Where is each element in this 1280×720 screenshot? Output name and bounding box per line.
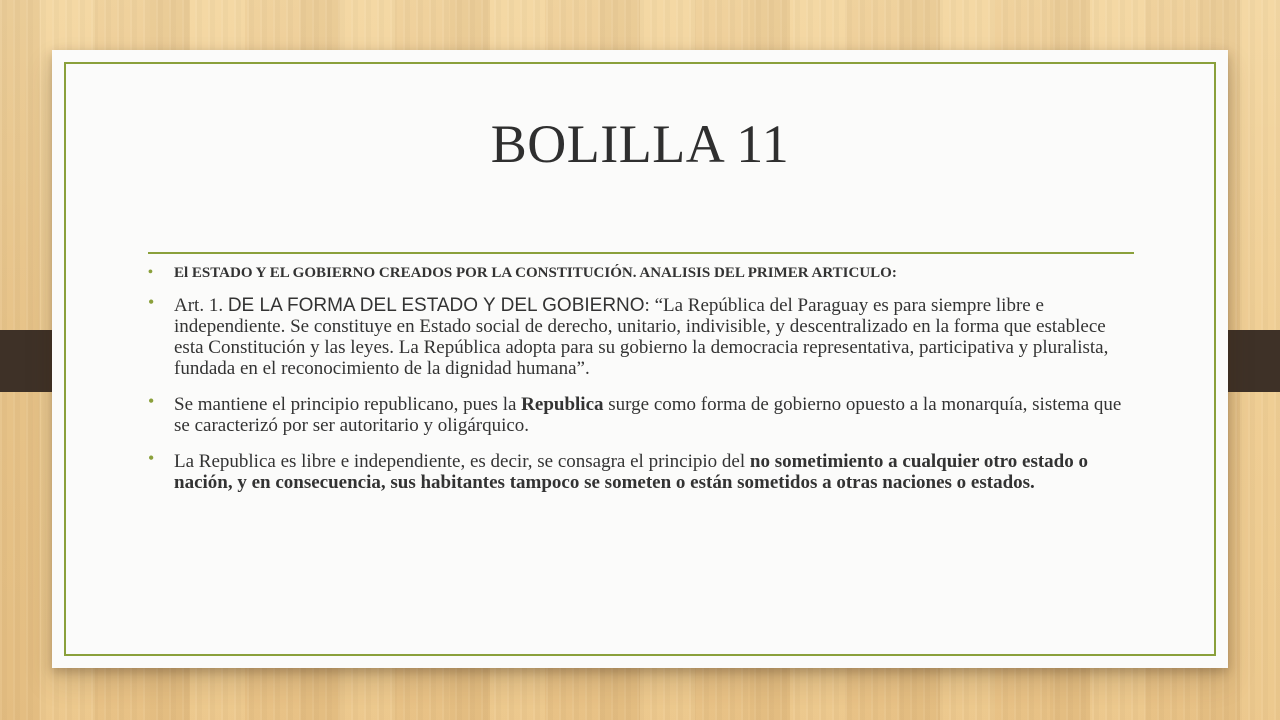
bullet-icon: • <box>148 265 153 280</box>
article-heading: DE LA FORMA DEL ESTADO Y DEL GOBIERNO <box>227 295 645 316</box>
slide-paper <box>52 50 1228 668</box>
bullet-item-republic <box>148 391 1138 436</box>
bullet-text-start: Se mantiene el principio republicano, pues la <box>174 394 522 415</box>
bullet-icon: • <box>148 448 155 468</box>
bullet-text-start: La Republica es libre e independiente, es decir, se consagra el principio del <box>174 451 750 472</box>
bullet-item-article <box>148 292 1138 379</box>
bullet-item-independence <box>148 448 1138 493</box>
article-number: Art. 1. <box>174 295 228 316</box>
bullet-icon: • <box>148 391 155 411</box>
bullet-icon: • <box>148 292 155 312</box>
bullet-item-heading <box>148 265 1138 282</box>
bullet-text-end: surge como forma de gobierno opuesto a la monarquía, sistema que se caracterizó por ser autoritario y oligárquico. <box>174 394 1122 436</box>
bullet-text-bold: Republica <box>521 394 604 415</box>
bullet-text: El ESTADO Y EL GOBIERNO CREADOS POR LA CONSTITUCIÓN. ANALISIS DEL PRIMER ARTICULO: <box>174 265 897 281</box>
slide-content <box>148 265 1138 508</box>
slide-title: BOLILLA 11 <box>490 114 790 174</box>
bullet-text-bold: no sometimiento a cualquier otro estado o nación, y en consecuencia, sus habitantes tampoco se someten o están sometidos a otras naciones o estados. <box>174 451 1088 493</box>
title-divider <box>148 252 1134 254</box>
article-text: : “La República del Paraguay es para siempre libre e independiente. Se constituye en Estado social de derecho, unitario, indivisible, y descentralizado en la forma que establece esta Constitución y las leyes. La República adopta para su gobierno la democracia representativa, participativa y pluralista, fundada en el reconocimiento de la dignidad humana”. <box>174 295 1109 379</box>
